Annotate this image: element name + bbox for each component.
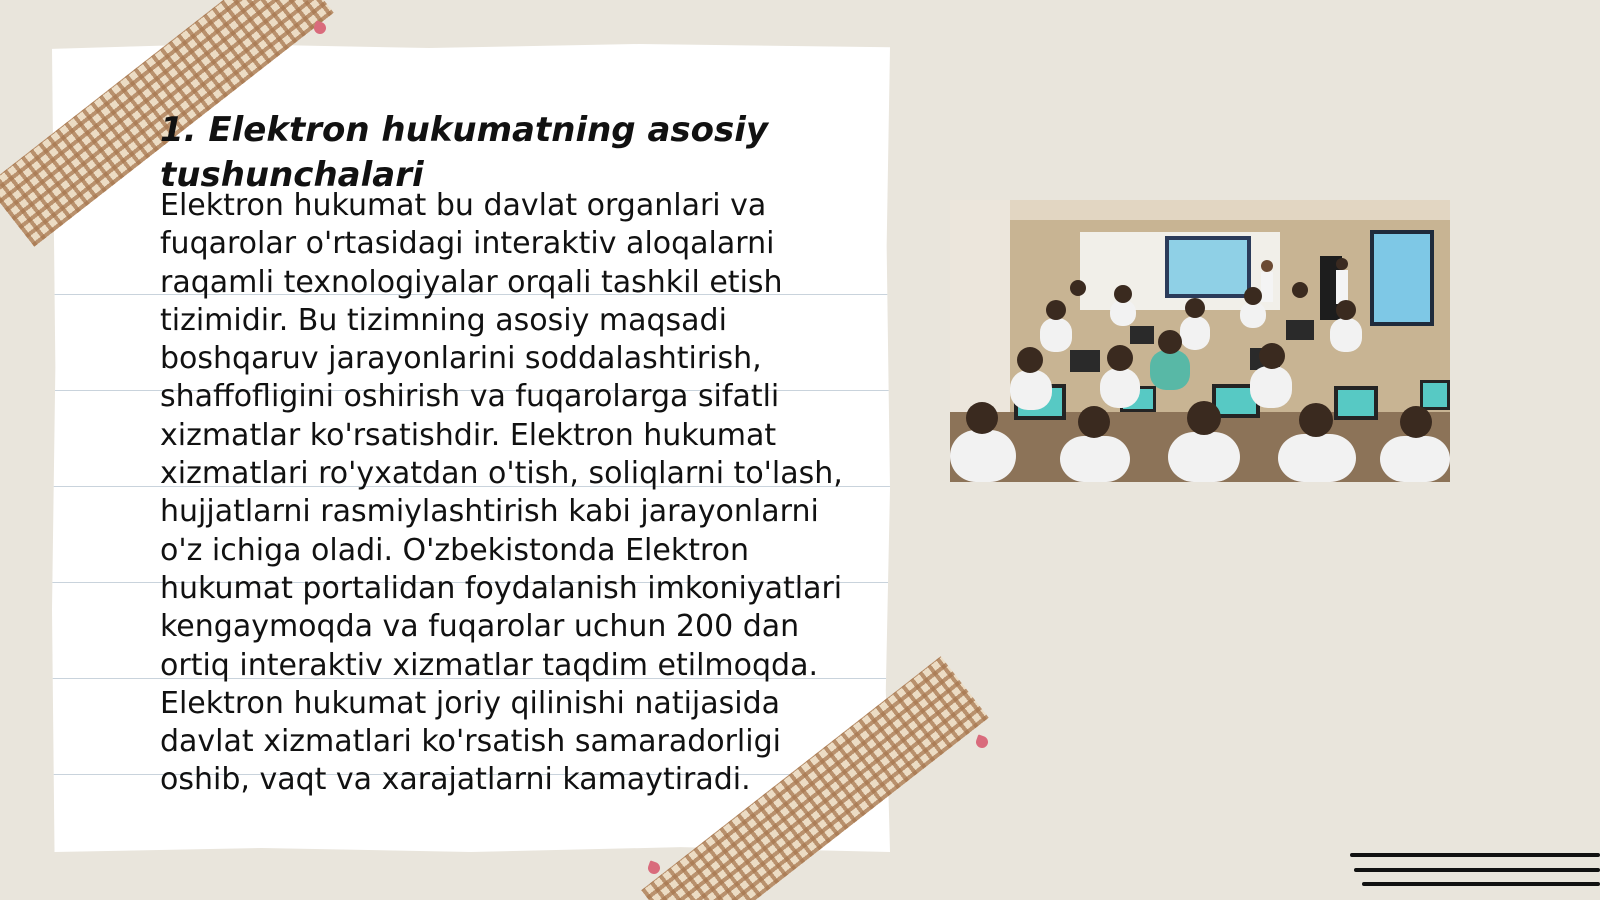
slide-title: 1. Elektron hukumatning asosiy tushunchalari [160, 110, 769, 195]
classroom-photo [950, 200, 1450, 482]
tape-pin-icon [312, 20, 327, 35]
decorative-stripe [1350, 853, 1600, 857]
tape-pin-icon [646, 860, 661, 875]
classroom-photo-icon [950, 200, 1450, 482]
decorative-stripe [1354, 868, 1600, 872]
decorative-stripe [1362, 882, 1600, 886]
slide-body-text: Elektron hukumat bu davlat organlari va fuqarolar o'rtasidagi interaktiv aloqalarni raqamli texnologiyalar orqali tashkil etish tizimidir. Bu tizimning asosiy maqsadi boshqaruv jarayonlarini soddalashtirish, shaffofligini oshirish va fuqarolarga sifatli xizmatlar ko'rsatishdir. Elektron hukumat xizmatlari ro'yxatdan o'tish, soliqlarni to'lash, hujjatlarni rasmiylashtirish kabi jarayonlarni o'z ichiga oladi. O'zbekistonda Elektron hukumat portalidan foydalanish imkoniyatlari kengaymoqda va fuqarolar uchun 200 dan ortiq interaktiv xizmatlar taqdim etilmoqda. Elektron hukumat joriy qilinishi natijasida davlat xizmatlari ko'rsatish samaradorligi oshib, vaqt va xarajatlarni kamaytiradi. [160, 188, 843, 798]
tape-pin-icon [974, 734, 989, 749]
